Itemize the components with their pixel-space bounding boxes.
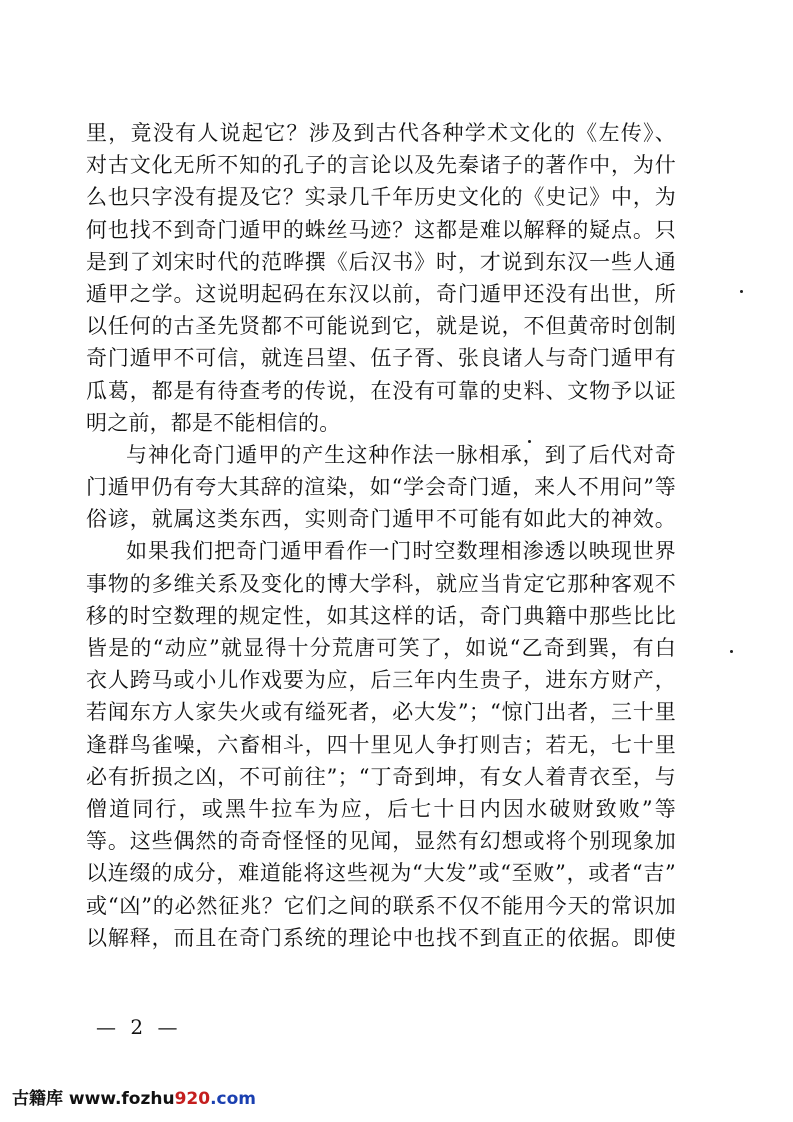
footer-url-suffix: .com — [210, 1089, 257, 1109]
text-line: 是到了刘宋时代的范晔撰《后汉书》时，才说到东汉一些人通 — [86, 249, 676, 274]
text-line: 若闻东方人家失火或有缢死者，必大发”；“惊门出者，三十里 — [86, 700, 676, 725]
text-line: 对古文化无所不知的孔子的言论以及先秦诸子的著作中，为什 — [86, 153, 676, 178]
text-line: 逢群鸟雀噪，六畜相斗，四十里见人争打则吉；若无，七十里 — [86, 732, 676, 757]
text-line: 遁甲之学。这说明起码在东汉以前，奇门遁甲还没有出世，所 — [86, 281, 676, 306]
text-line: 以解释，而且在奇门系统的理论中也找不到直正的依据。即使 — [86, 925, 676, 950]
text-line: 何也找不到奇门遁甲的蛛丝马迹？这都是难以解释的疑点。只 — [86, 217, 676, 242]
text-line: 僧道同行，或黑牛拉车为应，后七十日内因水破财致败”等 — [86, 796, 676, 821]
text-line: 俗谚，就属这类东西，实则奇门遁甲不可能有如此大的神效。 — [86, 507, 676, 532]
text-line: 衣人跨马或小儿作戏要为应，后三年内生贵子，进东方财产， — [86, 668, 676, 693]
text-line: 门遁甲仍有夸大其辞的渲染，如“学会奇门遁，来人不用问”等 — [86, 475, 676, 500]
footer-brand-name: 古籍库 — [12, 1089, 63, 1109]
text-line: 以连缀的成分，难道能将这些视为“大发”或“至败”，或者“吉” — [86, 861, 676, 886]
page-number: — 2 — — [96, 1015, 182, 1039]
watermark-footer — [12, 1084, 256, 1109]
text-line: 事物的多维关系及变化的博大学科，就应当肯定它那种客观不 — [86, 571, 676, 596]
footer-url-prefix: www.fozhu — [63, 1089, 175, 1109]
text-line: 里，竟没有人说起它？涉及到古代各种学术文化的《左传》、 — [86, 121, 676, 145]
scan-speck — [528, 440, 531, 443]
text-line: 以任何的古圣先贤都不可能说到它，就是说，不但黄帝时创制 — [86, 314, 676, 339]
text-line: 等。这些偶然的奇奇怪怪的见闻，显然有幻想或将个别现象加 — [86, 829, 676, 854]
scan-speck — [740, 290, 743, 293]
text-line: 必有折损之凶，不可前往”；“丁奇到坤，有女人着青衣至，与 — [86, 764, 676, 789]
scan-speck — [730, 650, 733, 653]
text-line: 与神化奇门遁甲的产生这种作法一脉相承，到了后代对奇 — [126, 442, 676, 467]
text-line: 瓜葛，都是有待查考的传说，在没有可靠的史料、文物予以证 — [86, 378, 676, 403]
text-line: 皆是的“动应”就显得十分荒唐可笑了，如说“乙奇到巽，有白 — [86, 636, 676, 660]
text-line: 移的时空数理的规定性，如其这样的话，奇门典籍中那些比比 — [86, 603, 676, 628]
body-text — [86, 117, 676, 954]
text-line: 么也只字没有提及它？实录几千年历史文化的《史记》中，为 — [86, 185, 676, 210]
text-line: 如果我们把奇门遁甲看作一门时空数理相渗透以映现世界 — [126, 539, 676, 564]
text-line: 或“凶”的必然征兆？它们之间的联系不仅不能用今天的常识加 — [86, 893, 676, 918]
text-line: 明之前，都是不能相信的。 — [86, 410, 341, 435]
text-line: 奇门遁甲不可信，就连吕望、伍子胥、张良诸人与奇门遁甲有 — [86, 346, 676, 371]
footer-url-number: 920 — [174, 1089, 211, 1109]
